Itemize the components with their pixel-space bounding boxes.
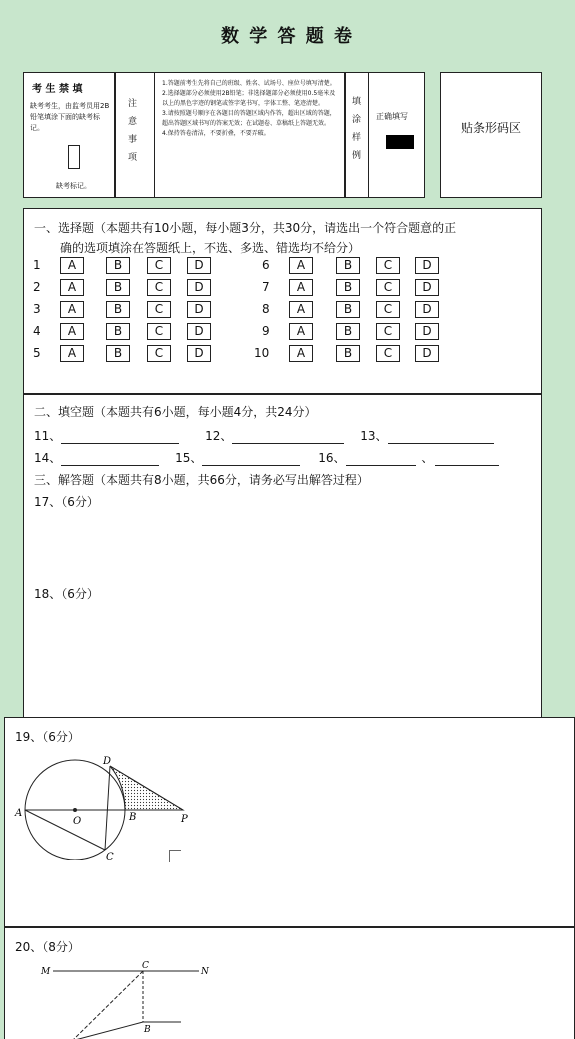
choice-option-c[interactable]: C [376, 279, 400, 296]
choice-option-d[interactable]: D [187, 345, 211, 362]
choice-option-c[interactable]: C [376, 345, 400, 362]
choice-number: 9 [262, 324, 270, 338]
choice-option-b[interactable]: B [106, 323, 130, 340]
q16-answer-2[interactable] [435, 454, 499, 466]
q20-point-m: M [41, 967, 51, 977]
choice-option-a[interactable]: A [289, 345, 313, 362]
q20-point-b: B [144, 1025, 151, 1035]
choice-option-c[interactable]: C [147, 345, 171, 362]
choice-number: 8 [262, 302, 270, 316]
queskao-label: 缺考标记。 [56, 182, 91, 190]
choice-number: 5 [33, 346, 41, 360]
q20-label: 20、（8分） [15, 940, 80, 954]
rule-item: 4.保持答卷清洁，不要折叠，不要弄破。 [162, 130, 270, 137]
choice-option-a[interactable]: A [60, 279, 84, 296]
q14-label: 14、 [34, 451, 62, 465]
choice-number: 10 [254, 346, 270, 360]
q19-center-dot [73, 808, 77, 812]
rule-item: 1.答题前考生先将自己的班级、姓名、试场号、座位号填写清楚。 [162, 80, 336, 87]
choice-option-b[interactable]: B [336, 301, 360, 318]
q19-line-dc [105, 766, 110, 850]
q13-label: 13、 [360, 429, 388, 443]
q19-point-p: P [181, 814, 188, 825]
choice-option-c[interactable]: C [147, 323, 171, 340]
rule-item: 2.选择题部分必须使用2B铅笔；非选择题部分必须使用0.5毫米及以上的黑色字迹的钢笔或签字笔书写，字体工整、笔迹清楚。 [162, 90, 336, 107]
choice-option-b[interactable]: B [106, 279, 130, 296]
q20-line-b-left [75, 1022, 143, 1039]
q11-label: 11、 [34, 429, 62, 443]
choice-option-a[interactable]: A [289, 301, 313, 318]
q19-label: 19、（6分） [15, 730, 80, 744]
choice-section [23, 208, 542, 394]
choice-number: 4 [33, 324, 41, 338]
choice-number: 7 [262, 280, 270, 294]
tianxie-label [352, 93, 364, 165]
choice-option-d[interactable]: D [415, 323, 439, 340]
choice-option-b[interactable]: B [106, 345, 130, 362]
q19-line-ac [25, 810, 105, 850]
q20-point-c: C [142, 961, 149, 971]
q14-answer[interactable] [61, 454, 159, 466]
choice-option-c[interactable]: C [376, 301, 400, 318]
q16-separator: 、 [421, 451, 434, 465]
choice-option-d[interactable]: D [415, 257, 439, 274]
q18-answer-area[interactable] [34, 603, 534, 713]
fill-heading: 二、填空题（本题共有6小题，每小题4分，共24分） [34, 405, 317, 419]
notice-box [115, 72, 345, 198]
zhuyi-label [128, 95, 140, 167]
zhuyi-char: 项 [128, 153, 138, 163]
choice-option-a[interactable]: A [289, 257, 313, 274]
choice-option-b[interactable]: B [336, 257, 360, 274]
q20-figure [35, 958, 225, 1039]
choice-number: 6 [262, 258, 270, 272]
q19-answer-area[interactable] [15, 868, 565, 923]
fill-section [23, 394, 542, 719]
q17-label: 17、（6分） [34, 495, 99, 509]
q19-corner-mark [169, 850, 181, 862]
q19-figure [13, 750, 203, 860]
q11-answer[interactable] [61, 432, 179, 444]
zhuyi-char: 意 [128, 117, 138, 127]
choice-option-c[interactable]: C [376, 323, 400, 340]
choice-option-d[interactable]: D [187, 301, 211, 318]
solve-heading: 三、解答题（本题共有8小题，共66分，请务必写出解答过程） [34, 473, 369, 487]
sample-box [345, 72, 425, 198]
choice-option-c[interactable]: C [147, 279, 171, 296]
choice-option-d[interactable]: D [187, 257, 211, 274]
choice-option-b[interactable]: B [336, 323, 360, 340]
rules-divider [154, 73, 155, 197]
zhuyi-char: 注 [128, 99, 138, 109]
q13-answer[interactable] [388, 432, 494, 444]
q17-answer-area[interactable] [34, 511, 534, 571]
zhuyi-char: 事 [128, 135, 138, 145]
tianxie-char: 例 [352, 151, 362, 161]
choice-option-a[interactable]: A [289, 279, 313, 296]
choice-option-d[interactable]: D [415, 345, 439, 362]
barcode-label: 贴条形码区 [460, 121, 521, 135]
choice-option-d[interactable]: D [415, 279, 439, 296]
choice-option-a[interactable]: A [60, 345, 84, 362]
choice-option-c[interactable]: C [147, 301, 171, 318]
kaosheng-title: 考 生 禁 填 [32, 84, 83, 95]
choice-heading-2: 确的选项填涂在答题纸上，不选、多选、错选均不给分） [60, 241, 361, 255]
q12-label: 12、 [205, 429, 233, 443]
q15-label: 15、 [175, 451, 203, 465]
correct-label: 正确填写 [376, 112, 408, 121]
choice-number: 2 [33, 280, 41, 294]
q19-point-o: O [73, 816, 82, 827]
choice-option-a[interactable]: A [289, 323, 313, 340]
q16-label: 16、 [318, 451, 346, 465]
choice-option-d[interactable]: D [187, 279, 211, 296]
q18-label: 18、（6分） [34, 587, 99, 601]
rule-item: 3.请按照题号顺序在各题目的答题区域内作答，超出区域的答题，超出答题区域书写的答案无效；在试题卷、草稿纸上答题无效。 [162, 110, 336, 127]
choice-option-c[interactable]: C [147, 257, 171, 274]
choice-option-b[interactable]: B [106, 257, 130, 274]
queskao-checkbox[interactable] [68, 145, 80, 169]
q20-point-n: N [201, 967, 209, 977]
q20-dashed-diagonal [73, 971, 143, 1039]
choice-option-a[interactable]: A [60, 257, 84, 274]
q19-point-d: D [103, 756, 112, 767]
correct-sample-mark [386, 135, 414, 149]
sample-divider [368, 73, 369, 197]
choice-option-b[interactable]: B [336, 279, 360, 296]
q16-answer-1[interactable] [346, 454, 416, 466]
rules-list [162, 79, 340, 139]
choice-option-d[interactable]: D [187, 323, 211, 340]
q19-section [4, 717, 575, 927]
kaosheng-text: 缺考考生，由监考员用2B铅笔填涂下面的缺考标记。 [30, 102, 110, 132]
choice-option-a[interactable]: A [60, 301, 84, 318]
choice-option-a[interactable]: A [60, 323, 84, 340]
choice-option-b[interactable]: B [336, 345, 360, 362]
tianxie-char: 样 [352, 133, 362, 143]
fill-line-1 [34, 427, 494, 444]
q15-answer[interactable] [202, 454, 300, 466]
page-title: 数 学 答 题 卷 [220, 26, 355, 47]
student-box [23, 72, 115, 198]
q19-point-b: B [129, 812, 137, 823]
fill-line-2 [34, 449, 499, 466]
choice-number: 3 [33, 302, 41, 316]
choice-option-b[interactable]: B [106, 301, 130, 318]
q12-answer[interactable] [232, 432, 344, 444]
choice-number: 1 [33, 258, 41, 272]
q19-point-c: C [106, 852, 114, 860]
q20-section [4, 927, 575, 1039]
tianxie-char: 填 [352, 97, 362, 107]
choice-heading-1: 一、选择题（本题共有10小题，每小题3分，共30分，请选出一个符合题意的正 [34, 221, 457, 235]
choice-option-c[interactable]: C [376, 257, 400, 274]
barcode-box [440, 72, 542, 198]
q19-point-a: A [15, 808, 23, 819]
tianxie-char: 涂 [352, 115, 362, 125]
choice-option-d[interactable]: D [415, 301, 439, 318]
